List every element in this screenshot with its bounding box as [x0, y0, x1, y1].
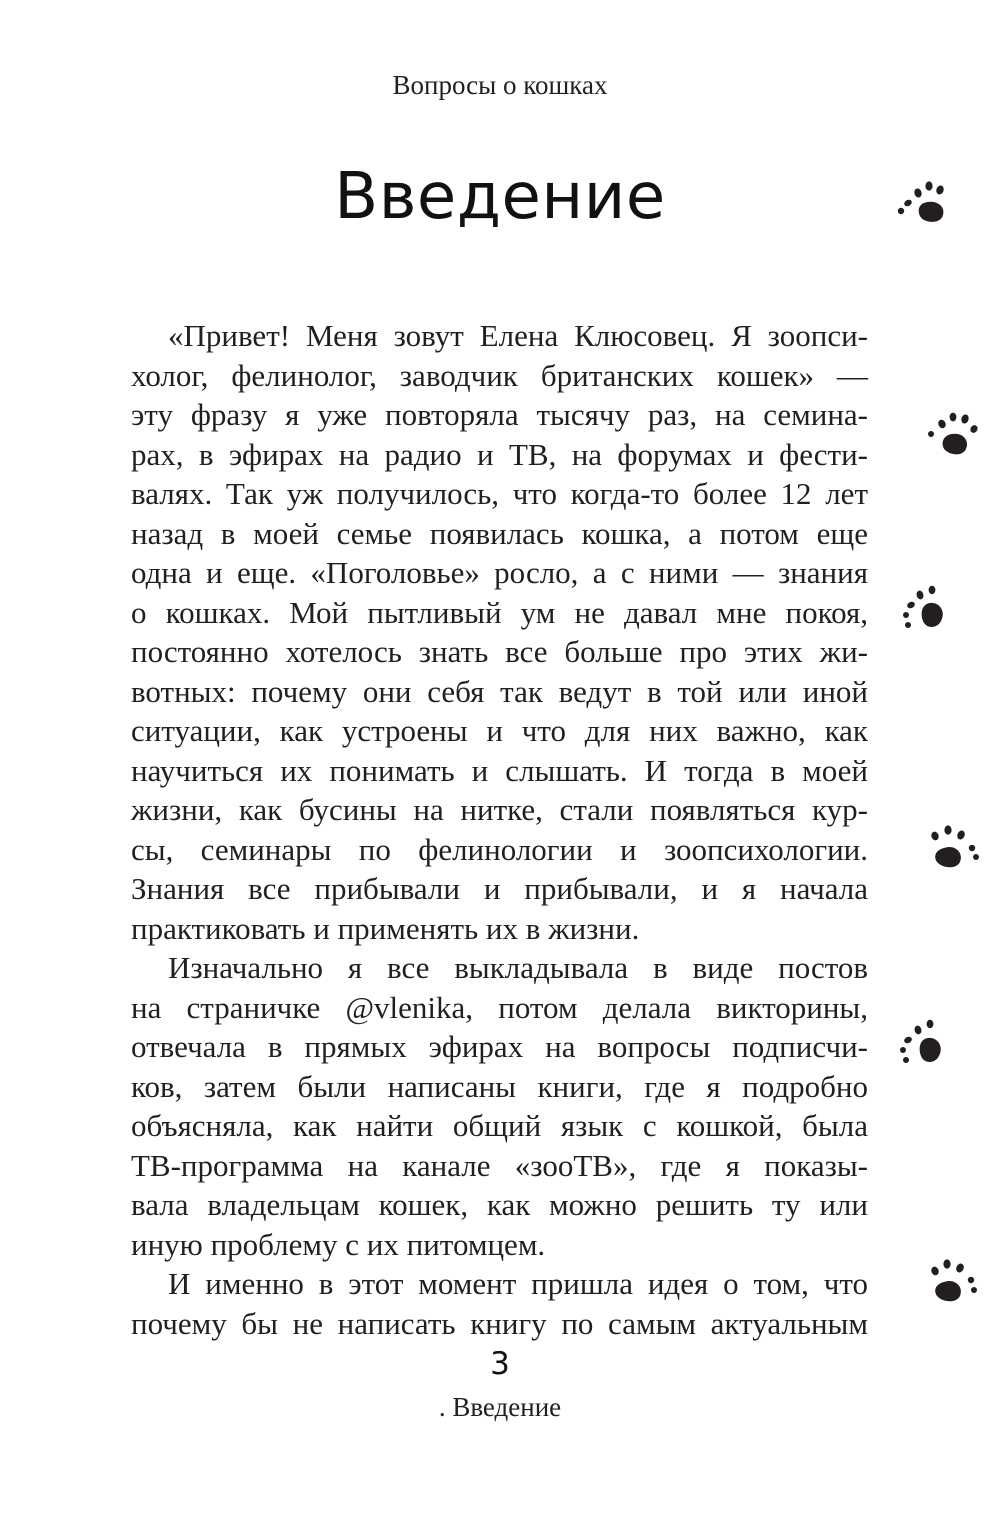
text-line: вала владельцам кошек, как можно решить ту или [131, 1187, 868, 1222]
text-line: Знания все прибывали и прибывали, и я начала [131, 871, 868, 906]
paw-print-icon [924, 822, 984, 872]
text-line: жизни, как бусины на нитке, стали появляться кур- [131, 792, 868, 827]
text-line: объясняла, как найти общий язык с кошкой, была [131, 1108, 868, 1143]
text-line: валях. Так уж получилось, что когда-то более 12 лет [131, 476, 868, 511]
chapter-title: Введение [334, 160, 666, 234]
paw-print-icon [922, 1256, 982, 1306]
footer-section-title: . Введение [438, 1392, 562, 1422]
body-text [131, 316, 868, 1343]
paw-print-icon [896, 585, 956, 635]
text-line: ситуации, как устроены и что для них важно, как [131, 713, 868, 748]
text-line: постоянно хотелось знать все больше про этих жи- [131, 634, 868, 669]
text-line: о кошках. Мой пытливый ум не давал мне покоя, [131, 594, 868, 630]
text-line: иную проблему с их питомцем. [131, 1226, 546, 1262]
paw-print-icon [894, 178, 954, 228]
text-line: И именно в этот момент пришла идея о том, что [168, 1266, 868, 1301]
text-line: на страничке @vlenika, потом делала викторины, [131, 989, 868, 1025]
page-number: 3 [490, 1346, 510, 1382]
text-line: ТВ-программа на канале «зооТВ», где я показы- [131, 1147, 868, 1183]
paw-print-icon [894, 1018, 954, 1068]
text-line: вотных: почему они себя так ведут в той или иной [131, 673, 868, 709]
text-line: рах, в эфирах на радио и ТВ, на форумах и фести- [131, 436, 868, 472]
text-line: Изначально я все выкладывала в виде постов [168, 950, 868, 985]
text-line: сы, семинары по фелинологии и зоопсихологии. [131, 831, 868, 867]
text-line: научиться их понимать и слышать. И тогда в моей [131, 752, 868, 788]
text-line: «Привет! Меня зовут Елена Клюсовец. Я зоопси- [168, 318, 868, 353]
text-line: назад в моей семье появилась кошка, а потом еще [131, 515, 868, 551]
running-head-title: Вопросы о кошках [392, 70, 608, 100]
text-line: эту фразу я уже повторяла тысячу раз, на семина- [131, 397, 868, 432]
text-line: почему бы не написать книгу по самым актуальным [131, 1305, 868, 1341]
text-line: отвечала в прямых эфирах на вопросы подписчи- [131, 1029, 868, 1064]
text-line: одна и еще. «Поголовье» росло, а с ними — знания [131, 555, 868, 590]
text-line: ков, затем были написаны книги, где я подробно [131, 1068, 868, 1104]
text-line: практиковать и применять их в жизни. [131, 910, 640, 946]
paw-print-icon [924, 410, 984, 460]
text-line: холог, фелинолог, заводчик британских кошек» — [131, 357, 868, 393]
